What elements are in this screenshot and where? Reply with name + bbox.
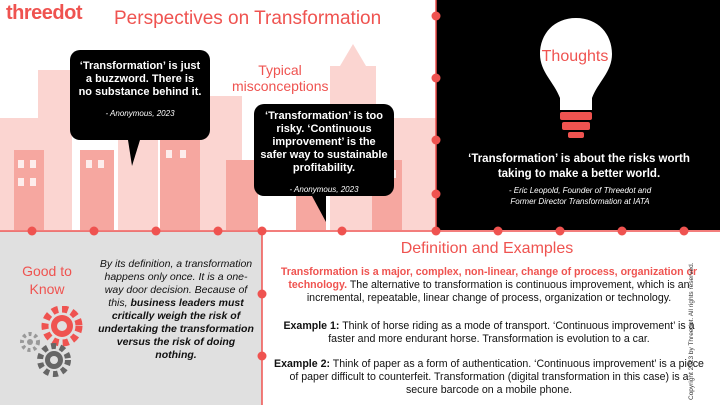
thoughts-source-line-1: - Eric Leopold, Founder of Threedot and: [508, 186, 652, 195]
example-1: [274, 320, 704, 346]
example-2-text: Think of paper as a form of authentication. ‘Continuous improvement’ is a piece of paper difficult to counterfeit. Transformation (digital transformation in this case) is a secure barcode on a mobile phone.: [289, 358, 704, 396]
good-to-know-emphasis: business leaders must critically weigh the risk of undertaking the transformation versus the risk of doing nothing.: [98, 297, 254, 361]
brand-logo: threedot: [6, 2, 82, 24]
example-1-label: Example 1:: [283, 320, 340, 332]
definition-highlight: Transformation is a major, complex, non-linear, change of process, organization or technology.: [280, 266, 698, 291]
misconceptions-heading: Typical misconceptions: [232, 62, 329, 94]
misconception-source-1: - Anonymous, 2023: [105, 109, 175, 118]
misconception-quote-2: ‘Transformation’ is too risky. ‘Continuous improvement’ is the safer way to sustainable profitability.: [260, 110, 388, 174]
good-to-know-intro: By its definition, a transformation happens only once. It is a one-way door decision. Because of this,: [99, 258, 253, 309]
copyright-notice: Copyright 2023 by Threedot. All rights reserved.: [688, 262, 695, 400]
example-2-label: Example 2:: [274, 358, 330, 370]
thoughts-title: Thoughts: [541, 48, 609, 65]
thoughts-quote: ‘Transformation’ is about the risks worth taking to make a better world.: [468, 153, 690, 180]
misconception-quote-1: ‘Transformation’ is just a buzzword. There is no substance behind it.: [78, 60, 202, 98]
misconception-source-2: - Anonymous, 2023: [289, 185, 359, 194]
example-2: [274, 358, 704, 397]
definition-title: Definition and Examples: [400, 240, 574, 257]
page-title: Perspectives on Transformation: [114, 8, 382, 29]
thoughts-source-line-2: Former Director Transformation at IATA: [510, 197, 650, 206]
definition-text: [274, 266, 704, 305]
example-1-text: Think of horse riding as a mode of transport. ‘Continuous improvement’ is a faster and more endurant horse. Transformation is evolution to a car.: [328, 320, 695, 345]
definition-rest: The alternative to transformation is continuous improvement, which is an incremental, repeatable, linear change of process, organization or technology.: [306, 279, 690, 304]
good-to-know-title: Good to Know: [22, 263, 72, 297]
divider-dots: [28, 12, 689, 361]
